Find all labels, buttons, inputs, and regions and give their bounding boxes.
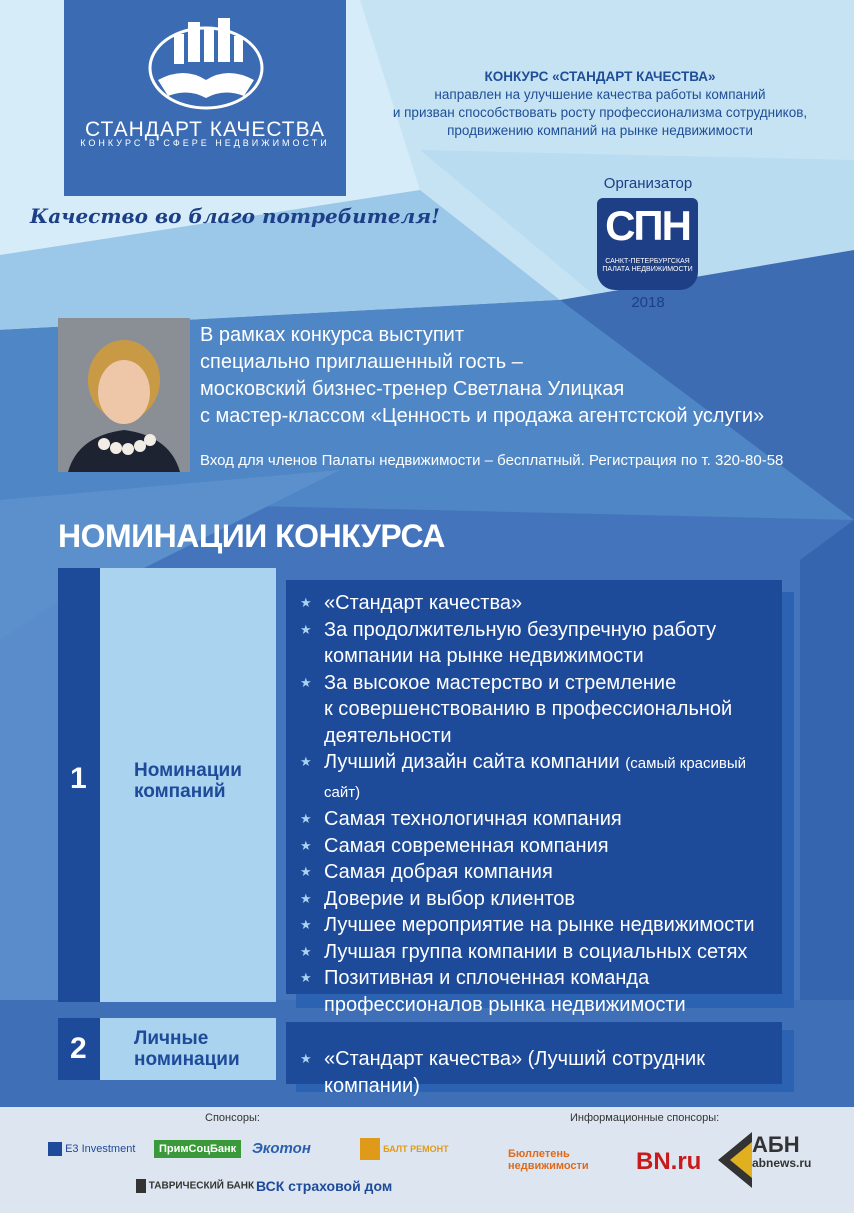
star-icon: ★ <box>300 864 312 879</box>
organizer-logo <box>597 198 698 290</box>
company-nominations-list <box>300 590 780 1018</box>
list-item: ★ Самая современная компания <box>300 833 780 860</box>
intro-line: продвижению компаний на рынке недвижимости <box>447 123 753 138</box>
list-item: ★ «Стандарт качества» <box>300 590 780 617</box>
star-icon: ★ <box>300 943 312 959</box>
intro-title: КОНКУРС «СТАНДАРТ КАЧЕСТВА» <box>484 69 716 84</box>
slogan: Качество во благо потребителя! <box>30 204 440 228</box>
list-item: ★ Лучшая группа компании в социальных сетях <box>300 939 780 966</box>
list-item: ★ Лучшее мероприятие на рынке недвижимости <box>300 912 780 939</box>
info-sponsors-heading: Информационные спонсоры: <box>570 1112 720 1124</box>
handshake-city-icon <box>144 14 268 114</box>
star-icon: ★ <box>300 1051 312 1066</box>
star-icon: ★ <box>300 837 312 853</box>
list-item: ★ Самая добрая компания <box>300 859 780 886</box>
intro-line: направлен на улучшение качества работы компаний <box>434 87 766 102</box>
tavrichesky-logo-icon <box>136 1179 146 1193</box>
list-item: ★ За продолжительную безупречную работу компании на рынке недвижимости <box>300 618 717 667</box>
list-item: ★ Позитивная и сплоченная команда профессионалов рынка недвижимости <box>300 967 686 1016</box>
organizer-mark: СПН <box>605 202 690 249</box>
personal-nominations-list <box>300 1046 780 1099</box>
sponsors-heading: Спонсоры: <box>205 1112 260 1124</box>
star-icon: ★ <box>300 621 312 637</box>
sponsor-ekoton: Экотон <box>252 1140 311 1157</box>
block2-number: 2 <box>70 1032 87 1065</box>
organizer-name: САНКТ-ПЕТЕРБУРГСКАЯ ПАЛАТА НЕДВИЖИМОСТИ <box>602 258 693 273</box>
info-sponsor-bulletin: Бюллетень недвижимости <box>508 1148 589 1172</box>
block1-label: Номинации компаний <box>134 760 242 802</box>
guest-portrait <box>58 318 190 472</box>
guest-line: московский бизнес-тренер Светлана Улицкая <box>200 378 625 400</box>
list-item: ★ Доверие и выбор клиентов <box>300 886 780 913</box>
guest-line: В рамках конкурса выступит <box>200 324 465 346</box>
star-icon: ★ <box>300 890 312 906</box>
sponsor-primsocbank: ПримСоцБанк <box>154 1140 241 1158</box>
list-item: ★ Самая технологичная компания <box>300 806 780 833</box>
sponsor-vsk: ВСК страховой дом <box>256 1178 393 1194</box>
sponsor-tavrichesky-bank: ТАВРИЧЕСКИЙ БАНК <box>136 1179 254 1193</box>
star-icon: ★ <box>300 970 312 985</box>
sponsor-balt-remont: БАЛТ РЕМОНТ <box>360 1138 449 1160</box>
list-item: ★ Лучший дизайн сайта компании (самый красивый сайт) <box>300 751 747 801</box>
logo-title: СТАНДАРТ КАЧЕСТВА <box>85 118 325 141</box>
star-icon: ★ <box>300 917 312 932</box>
info-sponsor-bnru: BN.ru <box>636 1148 702 1175</box>
guest-announcement <box>200 322 764 430</box>
registration-note: Вход для членов Палаты недвижимости – бесплатный. Регистрация по т. 320-80-58 <box>200 452 784 469</box>
block2-label: Личные номинации <box>134 1028 240 1070</box>
contest-logo <box>64 0 346 196</box>
logo-subtitle: КОНКУРС В СФЕРЕ НЕДВИЖИМОСТИ <box>80 138 330 148</box>
balt-remont-logo-icon <box>360 1138 380 1160</box>
organizer-year: 2018 <box>631 294 665 311</box>
sponsor-e3-investment: E3 Investment <box>48 1142 135 1156</box>
guest-line: с мастер-классом «Ценность и продажа агентстской услуги» <box>200 405 765 427</box>
star-icon: ★ <box>300 595 312 610</box>
contest-intro <box>360 68 840 140</box>
intro-line: и призван способствовать росту профессионализма сотрудников, <box>392 105 808 120</box>
guest-line: специально приглашенный гость – <box>200 351 523 373</box>
star-icon: ★ <box>300 811 312 826</box>
list-item: ★ За высокое мастерство и стремление к совершенствованию в профессиональной деятельности <box>300 671 733 747</box>
star-icon: ★ <box>300 674 312 690</box>
abn-logo-icon <box>718 1132 752 1188</box>
organizer-label: Организатор <box>603 175 693 192</box>
list-item: ★ «Стандарт качества» (Лучший сотрудник компании) <box>300 1048 705 1097</box>
nominations-title: НОМИНАЦИИ КОНКУРСА <box>58 518 445 554</box>
block1-number: 1 <box>70 762 87 795</box>
e3-logo-icon <box>48 1142 62 1156</box>
star-icon: ★ <box>300 754 312 769</box>
guest-photo <box>58 318 190 472</box>
